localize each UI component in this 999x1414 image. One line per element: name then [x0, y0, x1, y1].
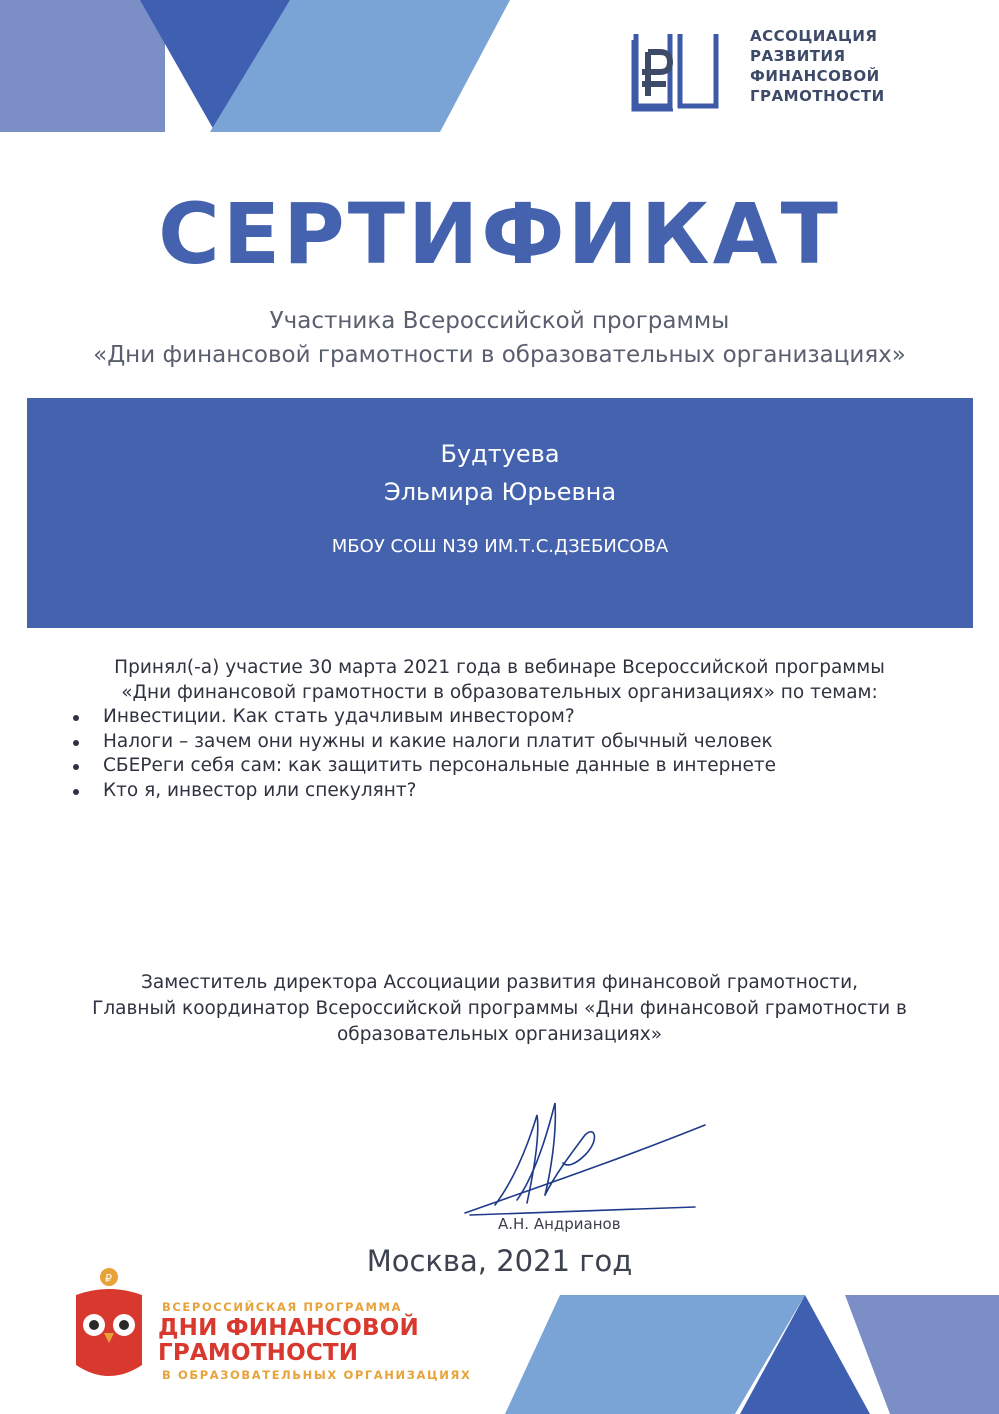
bullet-icon: [73, 740, 79, 746]
program-logo-line-2: ГРАМОТНОСТИ: [158, 1340, 359, 1366]
recipient-organization: МБОУ СОШ N39 ИМ.Т.С.ДЗЕБИСОВА: [331, 536, 669, 557]
topics-list: [70, 705, 950, 803]
owl-coin-logo-icon: [70, 1265, 148, 1387]
topic-item: СБЕРеги себя сам: как защитить персональные данные в интернете: [70, 754, 950, 779]
svg-text:₽: ₽: [105, 1272, 112, 1285]
bullet-icon: [73, 764, 79, 770]
recipient-given-names: Эльмира Юрьевна: [383, 478, 617, 506]
signatory-position-line-2: Главный координатор Всероссийской программы «Дни финансовой грамотности в: [92, 998, 907, 1019]
program-logo-top: ВСЕРОССИЙСКАЯ ПРОГРАММА: [162, 1300, 403, 1314]
signer-name: А.Н. Андрианов: [498, 1215, 621, 1233]
topic-item: Инвестиции. Как стать удачливым инвестором?: [70, 705, 950, 730]
program-logo-line-1: ДНИ ФИНАНСОВОЙ: [158, 1315, 419, 1341]
subtitle-line-1: Участника Всероссийской программы: [269, 308, 730, 334]
topic-item: Налоги – зачем они нужны и какие налоги платит обычный человек: [70, 730, 950, 755]
participation-line-1: Принял(-а) участие 30 марта 2021 года в вебинаре Всероссийской программы: [114, 657, 885, 678]
association-name-line-4: ГРАМОТНОСТИ: [750, 87, 885, 105]
bullet-icon: [73, 789, 79, 795]
association-name-line-3: ФИНАНСОВОЙ: [750, 67, 880, 85]
topic-item: Кто я, инвестор или спекулянт?: [70, 779, 950, 804]
program-logo-bottom: В ОБРАЗОВАТЕЛЬНЫХ ОРГАНИЗАЦИЯХ: [162, 1368, 472, 1382]
certificate-title: СЕРТИФИКАТ: [158, 185, 841, 283]
bullet-icon: [73, 715, 79, 721]
bottom-decoration: [505, 1295, 999, 1414]
signature-image: [455, 1095, 715, 1225]
association-name-line-2: РАЗВИТИЯ: [750, 47, 846, 65]
signatory-position-line-1: Заместитель директора Ассоциации развития финансовой грамотности,: [141, 972, 858, 993]
association-book-ruble-icon: [628, 24, 723, 114]
top-decoration: [0, 0, 510, 132]
recipient-banner: [27, 398, 973, 628]
recipient-surname: Будтуева: [440, 440, 560, 468]
subtitle-line-2: «Дни финансовой грамотности в образовательных организациях»: [93, 342, 906, 368]
city-year: Москва, 2021 год: [366, 1244, 633, 1278]
signatory-position-line-3: образовательных организациях»: [336, 1024, 663, 1045]
association-name-line-1: АССОЦИАЦИЯ: [750, 27, 878, 45]
participation-line-2: «Дни финансовой грамотности в образовательных организациях» по темам:: [121, 682, 878, 703]
